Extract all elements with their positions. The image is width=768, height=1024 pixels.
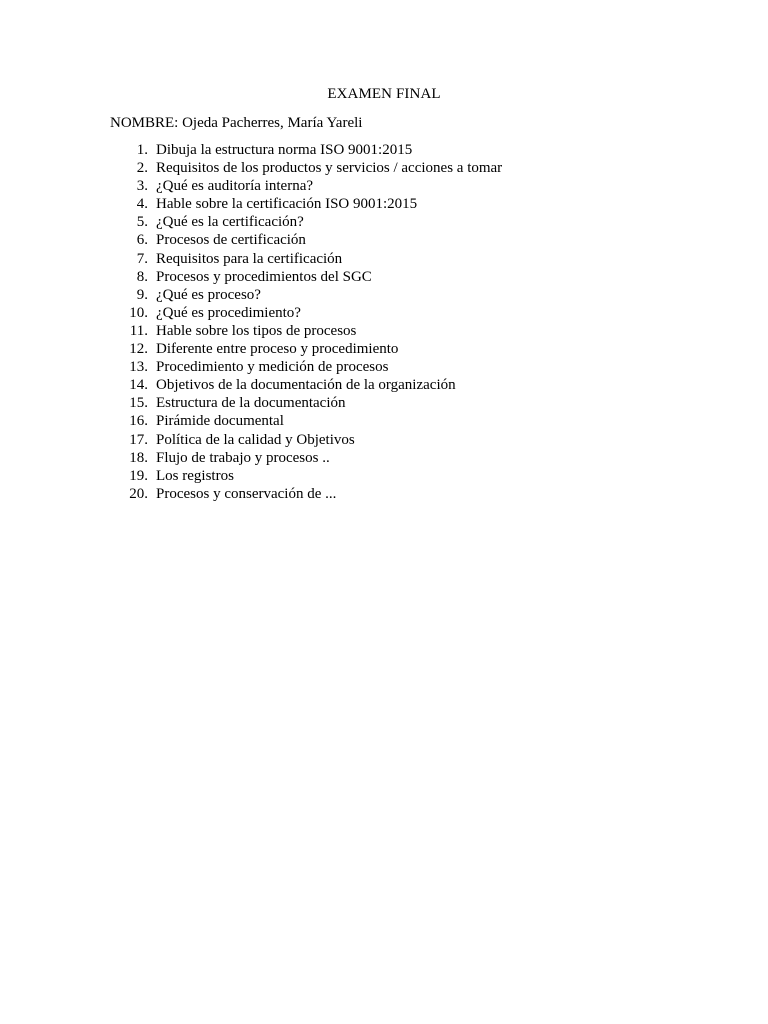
question-number: 5. xyxy=(136,214,148,231)
question-number: 20. xyxy=(129,485,148,502)
question-number: 11. xyxy=(129,322,148,339)
question-item xyxy=(0,467,768,485)
question-text: Procedimiento y medición de procesos xyxy=(156,359,389,376)
question-number: 2. xyxy=(136,160,148,177)
question-list xyxy=(0,141,768,503)
question-item xyxy=(0,195,768,213)
question-text: Política de la calidad y Objetivos xyxy=(156,431,355,448)
question-item xyxy=(0,286,768,304)
question-number: 15. xyxy=(129,395,148,412)
question-item xyxy=(0,231,768,249)
question-number: 10. xyxy=(129,304,148,321)
question-number: 6. xyxy=(136,232,148,249)
question-number: 1. xyxy=(136,142,148,158)
question-item xyxy=(0,159,768,177)
question-item xyxy=(0,213,768,231)
question-text: Estructura de la documentación xyxy=(156,395,346,412)
question-item xyxy=(0,322,768,340)
question-number: 14. xyxy=(129,377,148,394)
question-number: 17. xyxy=(129,431,148,448)
question-item xyxy=(0,376,768,394)
question-text: Hable sobre la certificación ISO 9001:2015 xyxy=(156,196,418,213)
question-text: Procesos de certificación xyxy=(156,232,306,249)
question-item xyxy=(0,431,768,449)
question-item xyxy=(0,449,768,467)
question-number: 13. xyxy=(129,359,148,376)
question-number: 7. xyxy=(136,250,148,267)
question-number: 18. xyxy=(129,449,148,466)
question-text: Procesos y procedimientos del SGC xyxy=(156,268,372,285)
question-text: Objetivos de la documentación de la organización xyxy=(156,377,456,394)
question-item xyxy=(0,268,768,286)
question-number: 8. xyxy=(136,268,148,285)
question-item xyxy=(0,250,768,268)
question-text: Requisitos de los productos y servicios / acciones a tomar xyxy=(156,160,503,177)
student-name-line: NOMBRE: Ojeda Pacherres, María Yareli xyxy=(110,115,363,131)
question-text: Requisitos para la certificación xyxy=(156,250,343,267)
question-number: 9. xyxy=(136,286,148,303)
question-text: Procesos y conservación de ... xyxy=(156,485,337,502)
question-item xyxy=(0,412,768,430)
question-number: 16. xyxy=(129,413,148,430)
question-text: Diferente entre proceso y procedimiento xyxy=(156,341,399,358)
question-text: Hable sobre los tipos de procesos xyxy=(156,322,357,339)
question-item xyxy=(0,304,768,322)
question-text: ¿Qué es proceso? xyxy=(156,286,261,303)
question-text: Los registros xyxy=(156,467,234,484)
question-text: Dibuja la estructura norma ISO 9001:2015 xyxy=(156,142,413,158)
question-text: Flujo de trabajo y procesos .. xyxy=(156,449,330,466)
question-item xyxy=(0,485,768,503)
question-text: ¿Qué es auditoría interna? xyxy=(156,178,314,195)
question-item xyxy=(0,177,768,195)
question-item xyxy=(0,340,768,358)
document-title: EXAMEN FINAL xyxy=(327,86,441,102)
question-item xyxy=(0,358,768,376)
question-text: ¿Qué es procedimiento? xyxy=(156,304,301,321)
question-text: ¿Qué es la certificación? xyxy=(156,214,304,231)
question-number: 19. xyxy=(129,467,148,484)
question-item xyxy=(0,141,768,159)
question-item xyxy=(0,394,768,412)
question-number: 12. xyxy=(129,341,148,358)
question-number: 4. xyxy=(136,196,148,213)
question-number: 3. xyxy=(136,178,148,195)
question-text: Pirámide documental xyxy=(156,413,284,430)
